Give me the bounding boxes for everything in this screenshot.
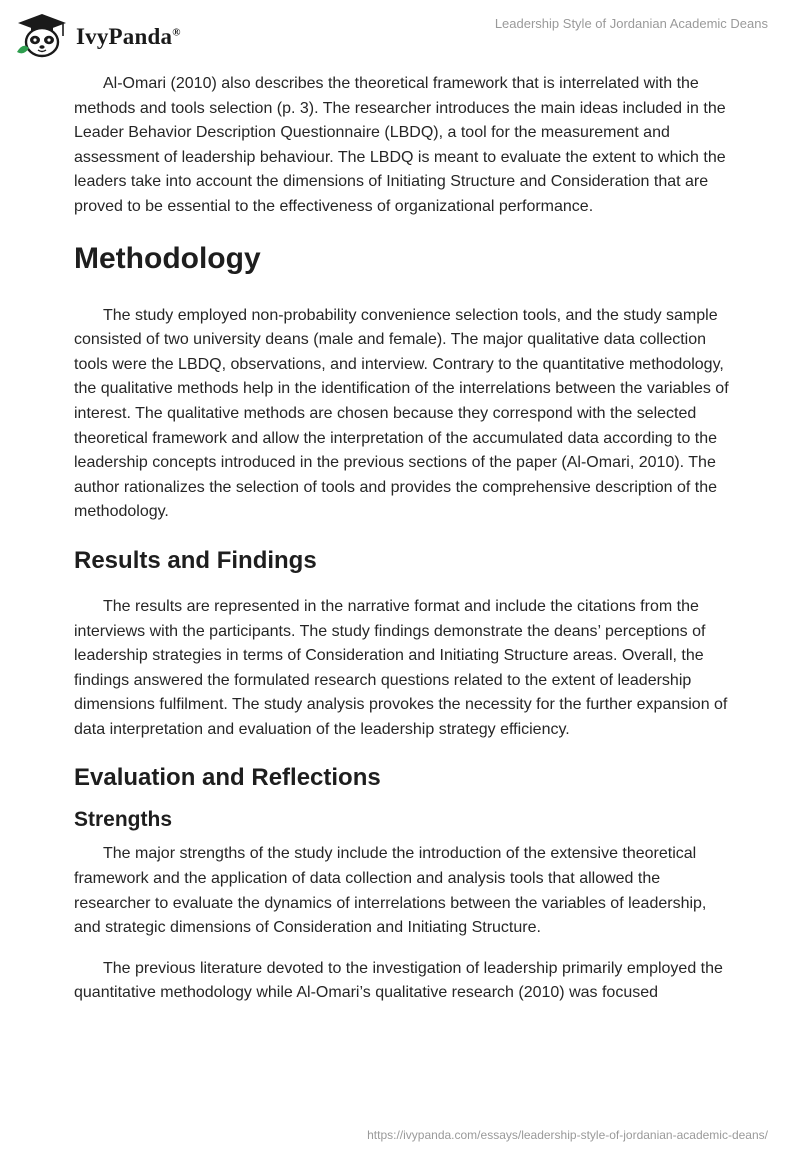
paragraph-methodology: The study employed non-probability convenience selection tools, and the study sample consisted of two university deans (male and female). The major qualitative data collection tools were the LBDQ, observations, and interview. Contrary to the quantitative methodology, the qualitative methods help in the identification of the interrelations between the variables of interest. The qualitative methods are chosen because they correspond with the selected theoretical framework and allow the interpretation of the accumulated data according to the leadership concepts introduced in the previous sections of the paper (Al-Omari, 2010). The author rationalizes the selection of tools and provides the comprehensive description of the methodology. — [74, 306, 729, 521]
paragraph-results: The results are represented in the narrative format and include the citations from the interviews with the participants. The study findings demonstrate the deans’ perceptions of leadership strategies in terms of Consideration and Initiating Structure areas. Overall, the findings answered the formulated research questions related to the extent of leadership dimensions fulfilment. The study analysis provokes the necessity for the further expansion of data interpretation and evaluation of the leadership strategy efficiency. — [74, 597, 728, 738]
paragraph-intro: Al-Omari (2010) also describes the theoretical framework that is interrelated with the methods and tools selection (p. 3). The researcher introduces the main ideas included in the Leader Behavior Description Questionnaire (LBDQ), a tool for the measurement and assessment of leadership behaviour. The LBDQ is meant to evaluate the extent to which the leaders take into account the dimensions of Initiating Structure and Consideration that are proved to be essential to the effectiveness of organizational performance. — [74, 75, 726, 215]
heading-strengths: Strengths — [74, 808, 173, 832]
paragraph-strengths-2: The previous literature devoted to the investigation of leadership primarily employed the quantitative methodology while Al-Omari’s qualitative research (2010) was focused — [74, 959, 723, 1002]
document-title-header: Leadership Style of Jordanian Academic Deans — [494, 16, 768, 31]
panda-graduation-cap-icon — [14, 12, 70, 58]
essay-content — [74, 72, 734, 1006]
registered-mark: ® — [172, 26, 181, 39]
paragraph-strengths-1: The major strengths of the study include the introduction of the extensive theoretical framework and the application of data collection and analysis tools that allowed the researcher to evaluate the dynamics of interrelations between the variables of leadership, and strategic dimensions of Consideration and Initiating Structure. — [74, 845, 707, 937]
brand-name: IvyPanda® — [76, 24, 181, 49]
source-url-link[interactable]: https://ivypanda.com/essays/leadership-style-of-jordanian-academic-deans/ — [367, 1128, 768, 1142]
heading-methodology: Methodology — [74, 241, 261, 275]
brand-logo[interactable] — [14, 12, 181, 58]
heading-evaluation-and-reflections: Evaluation and Reflections — [74, 764, 381, 792]
heading-results-and-findings: Results and Findings — [74, 546, 317, 574]
